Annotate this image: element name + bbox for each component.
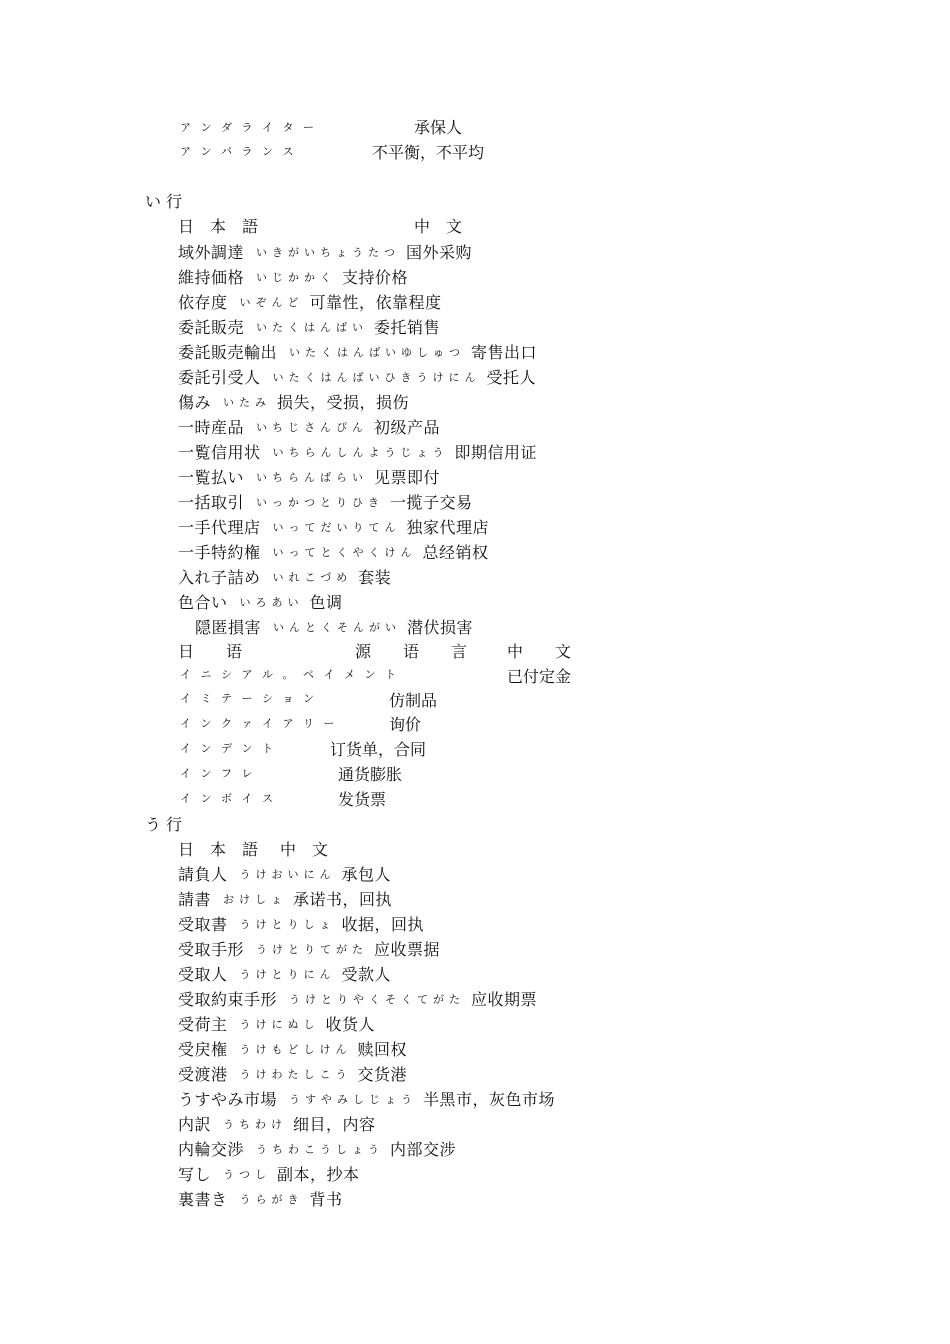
- entry-word: 受荷主: [178, 1014, 228, 1034]
- entry-reading: いたみ: [223, 395, 272, 409]
- entry-word: 一括取引: [178, 492, 245, 512]
- entry-zh: 色调: [309, 592, 343, 612]
- entry-reading: いってだいりてん: [272, 520, 401, 534]
- entry-zh: 初级产品: [374, 417, 441, 437]
- entry-word: 依存度: [178, 292, 228, 312]
- header-col-japanese: 日 本 語: [178, 840, 259, 859]
- list-item: [178, 365, 536, 389]
- entry-reading: うけわたしこう: [239, 1067, 352, 1081]
- entry-word: うすやみ市場: [178, 1089, 278, 1109]
- entry-zh: 委托销售: [374, 317, 441, 337]
- entry-zh: 支持价格: [342, 267, 409, 287]
- entry-reading: いってとくやくけん: [272, 545, 417, 559]
- entry-zh: 潜伏损害: [407, 617, 474, 637]
- entry-zh: 背书: [309, 1189, 343, 1209]
- header2-col-chinese: 中 文: [507, 642, 572, 661]
- entry-zh: 见票即付: [374, 467, 441, 487]
- list-item: [178, 912, 424, 936]
- list-item: [178, 1037, 407, 1061]
- entry-zh: 寄售出口: [471, 342, 538, 362]
- entry-zh: 应收期票: [471, 989, 538, 1009]
- list-item: [178, 540, 489, 564]
- entry-word: 一覧信用状: [178, 442, 261, 462]
- list-item: [178, 1012, 375, 1036]
- entry-word: 維持価格: [178, 267, 245, 287]
- entry-reading: うけとりしょ: [239, 917, 336, 931]
- entry-zh: 总经销权: [422, 542, 489, 562]
- list-item: [178, 1062, 407, 1086]
- entry-word: 受渡港: [178, 1064, 228, 1084]
- list-item: [178, 440, 537, 464]
- list-item: [178, 490, 473, 514]
- entry-zh: 可靠性，依靠程度: [309, 292, 442, 312]
- entry-word: 一覧払い: [178, 467, 245, 487]
- entry-zh: 应收票据: [374, 939, 441, 959]
- katakana-entry-zh: 订货单，合同: [330, 740, 427, 759]
- entry-reading: うすやみしじょう: [289, 1092, 418, 1106]
- entry-word: 色合い: [178, 592, 228, 612]
- top-entry-zh: 承保人: [414, 118, 463, 137]
- list-item: [178, 565, 391, 589]
- entry-zh: 受款人: [341, 964, 392, 984]
- list-item: [178, 415, 440, 439]
- list-item: [178, 315, 440, 339]
- katakana-entry-zh: 仿制品: [389, 691, 438, 710]
- entry-reading: うけもどしけん: [239, 1042, 352, 1056]
- entry-word: 隠匿損害: [195, 617, 262, 637]
- entry-zh: 细目，内容: [293, 1114, 376, 1134]
- list-item: [178, 465, 440, 489]
- header2-col-japanese: 日 语: [178, 642, 243, 661]
- entry-zh: 国外采购: [406, 242, 473, 262]
- entry-reading: いちらんばらい: [256, 470, 369, 484]
- entry-word: 入れ子詰め: [178, 567, 261, 587]
- entry-zh: 承诺书，回执: [293, 889, 393, 909]
- list-item: [195, 615, 473, 639]
- entry-reading: いたくはんばいゆしゅつ: [289, 345, 466, 359]
- header-col-chinese: 中 文: [280, 840, 329, 859]
- katakana-entry-zh: 通货膨胀: [338, 765, 403, 784]
- katakana-entry-zh: 已付定金: [507, 667, 572, 686]
- entry-reading: いたくはんばい: [256, 320, 369, 334]
- list-item: [178, 265, 408, 289]
- entry-word: 受取人: [178, 964, 228, 984]
- header-col-japanese: 日 本 語: [178, 217, 259, 236]
- list-item: [178, 1162, 360, 1186]
- list-item: [178, 1187, 343, 1211]
- entry-word: 受取書: [178, 914, 228, 934]
- entry-reading: うけにぬし: [239, 1017, 320, 1031]
- entry-reading: いれこづめ: [272, 570, 353, 584]
- entry-zh: 赎回权: [357, 1039, 408, 1059]
- entry-reading: いろあい: [239, 595, 304, 609]
- entry-reading: いちらんしんようじょう: [272, 445, 449, 459]
- list-item: [178, 1087, 555, 1111]
- list-item: [178, 590, 343, 614]
- entry-zh: 半黑市，灰色市场: [423, 1089, 556, 1109]
- entry-zh: 受托人: [486, 367, 537, 387]
- entry-zh: 副本，抄本: [277, 1164, 360, 1184]
- entry-reading: いじかかく: [256, 270, 337, 284]
- entry-word: 写し: [178, 1164, 212, 1184]
- entry-word: 一手代理店: [178, 517, 261, 537]
- entry-word: 内訳: [178, 1114, 212, 1134]
- top-entry-zh: 不平衡，不平均: [372, 143, 485, 162]
- entry-zh: 内部交涉: [390, 1139, 457, 1159]
- katakana-entry-zh: 发货票: [338, 790, 387, 809]
- entry-word: 内輪交渉: [178, 1139, 245, 1159]
- list-item: [178, 987, 537, 1011]
- top-entry-kana: ア ン バ ラ ン ス: [180, 145, 297, 158]
- entry-reading: いっかつとりひき: [256, 495, 385, 509]
- header-col-chinese: 中 文: [414, 217, 463, 236]
- entry-word: 傷み: [178, 392, 212, 412]
- entry-zh: 即期信用证: [454, 442, 538, 462]
- entry-reading: いきがいちょうたつ: [256, 245, 401, 259]
- entry-reading: いぞんど: [239, 295, 304, 309]
- entry-word: 裏書き: [178, 1189, 228, 1209]
- entry-reading: いたくはんばいひきうけにん: [272, 370, 481, 384]
- entry-zh: 收据，回执: [341, 914, 425, 934]
- entry-reading: うつし: [223, 1167, 272, 1181]
- entry-reading: いちじさんぴん: [256, 420, 369, 434]
- katakana-entry-kana: イ ン フ レ: [180, 767, 256, 780]
- katakana-entry-kana: イ ニ シ ア ル 。 ペ イ メ ン ト: [180, 668, 399, 681]
- list-item: [178, 240, 472, 264]
- list-item: [178, 962, 391, 986]
- entry-reading: うちわけ: [223, 1117, 288, 1131]
- entry-zh: 收货人: [325, 1014, 376, 1034]
- entry-zh: 损失，受损，损伤: [277, 392, 410, 412]
- entry-zh: 交货港: [357, 1064, 408, 1084]
- list-item: [178, 1137, 456, 1161]
- entry-word: 域外調達: [178, 242, 245, 262]
- list-item: [178, 862, 391, 886]
- entry-zh: 套装: [358, 567, 392, 587]
- section-title-u: う 行: [145, 815, 183, 834]
- katakana-entry-kana: イ ン ボ イ ス: [180, 792, 276, 805]
- katakana-entry-kana: イ ン ク ァ イ ア リ ー: [180, 717, 338, 730]
- top-entry-kana: ア ン ダ ラ イ タ ー: [180, 121, 317, 134]
- entry-word: 受戻権: [178, 1039, 228, 1059]
- entry-reading: うけおいにん: [239, 867, 336, 881]
- entry-reading: うけとりにん: [239, 967, 336, 981]
- entry-word: 委託引受人: [178, 367, 261, 387]
- entry-word: 委託販売輸出: [178, 342, 278, 362]
- entry-reading: うけとりてがた: [256, 942, 369, 956]
- entry-word: 受取手形: [178, 939, 245, 959]
- entry-zh: 承包人: [341, 864, 392, 884]
- entry-reading: うらがき: [239, 1192, 304, 1206]
- entry-zh: 独家代理店: [406, 517, 490, 537]
- entry-reading: うちわこうしょう: [256, 1142, 385, 1156]
- list-item: [178, 515, 489, 539]
- entry-word: 請負人: [178, 864, 228, 884]
- entry-reading: おけしょ: [223, 892, 288, 906]
- list-item: [178, 1112, 376, 1136]
- list-item: [178, 937, 440, 961]
- header2-col-source: 源 语 言: [355, 642, 468, 661]
- list-item: [178, 340, 537, 364]
- list-item: [178, 290, 442, 314]
- entry-word: 委託販売: [178, 317, 245, 337]
- section-title-i: い 行: [145, 192, 183, 211]
- entry-word: 一手特約権: [178, 542, 261, 562]
- entry-word: 受取約束手形: [178, 989, 278, 1009]
- entry-word: 請書: [178, 889, 212, 909]
- entry-zh: 一揽子交易: [390, 492, 473, 512]
- entry-reading: いんとくそんがい: [273, 620, 402, 634]
- entry-reading: うけとりやくそくてがた: [289, 992, 466, 1006]
- entry-word: 一時産品: [178, 417, 245, 437]
- list-item: [178, 390, 409, 414]
- list-item: [178, 887, 392, 911]
- katakana-entry-kana: イ ン デ ン ト: [180, 742, 276, 755]
- katakana-entry-zh: 询价: [389, 715, 422, 734]
- katakana-entry-kana: イ ミ テ ー シ ョ ン: [180, 692, 317, 705]
